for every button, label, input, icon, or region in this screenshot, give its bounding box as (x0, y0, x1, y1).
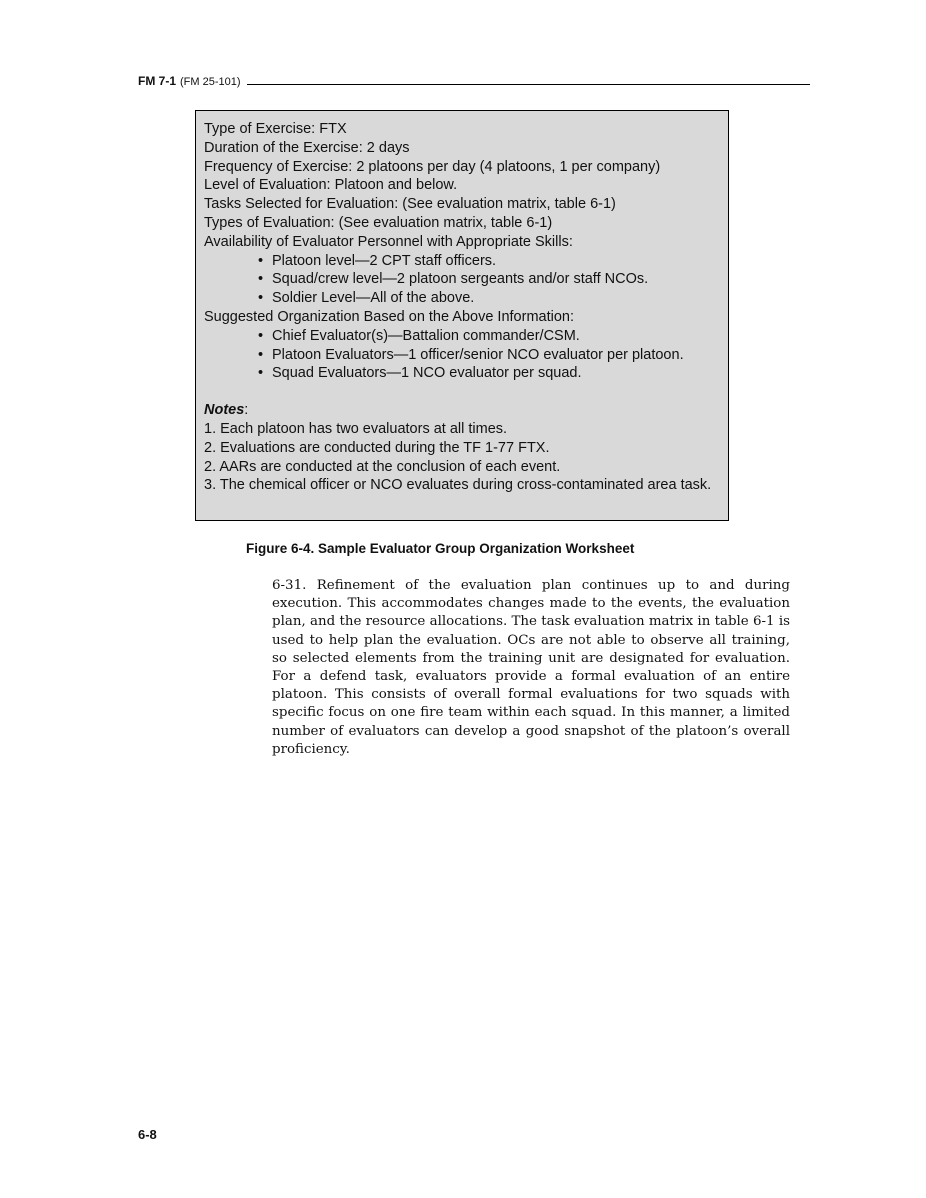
organization-list (204, 327, 720, 383)
tasks-selected-line: Tasks Selected for Evaluation: (See evaluation matrix, table 6-1) (204, 196, 616, 213)
page-number: 6-8 (138, 1127, 157, 1142)
spacer (204, 383, 720, 401)
list-item: • Squad/crew level—2 platoon sergeants and/or staff NCOs. (204, 270, 720, 289)
evaluator-worksheet-box (195, 110, 729, 521)
list-item: • Platoon Evaluators—1 officer/senior NCO evaluator per platoon. (204, 346, 720, 365)
paragraph-6-31: 6-31. Refinement of the evaluation plan continues up to and during execution. This accommodates changes made to the events, the evaluation plan, and the resource allocations. The task evaluation matrix in table 6-1 is used to help plan the evaluation. OCs are not able to observe all training, so selected elements from the training unit are designated for evaluation. For a defend task, evaluators provide a formal evaluation of an entire platoon. This consists of overall formal evaluations for two squads with specific focus on one fire team within each squad. In this manner, a limited number of evaluators can develop a good snapshot of the platoon’s overall proficiency. (272, 578, 790, 757)
notes-label: Notes (204, 402, 245, 419)
header-rule (247, 84, 810, 85)
notes-heading (204, 401, 720, 420)
running-header (138, 74, 810, 88)
note-item: 2. AARs are conducted at the conclusion of each event. (204, 458, 561, 475)
superseded-publication: (FM 25-101) (180, 76, 241, 88)
list-item: • Chief Evaluator(s)—Battalion commander/CSM. (204, 327, 720, 346)
suggested-organization-heading: Suggested Organization Based on the Above Information: (204, 308, 574, 325)
exercise-type-line: Type of Exercise: FTX (204, 121, 347, 137)
exercise-duration-line: Duration of the Exercise: 2 days (204, 139, 410, 156)
note-item: 2. Evaluations are conducted during the TF 1-77 FTX. (204, 439, 550, 456)
publication-number: FM 7-1 (138, 74, 177, 88)
figure-caption: Figure 6-4. Sample Evaluator Group Organization Worksheet (246, 541, 635, 556)
evaluation-types-line: Types of Evaluation: (See evaluation matrix, table 6-1) (204, 214, 553, 231)
evaluation-level-line: Level of Evaluation: Platoon and below. (204, 177, 458, 194)
note-item: 1. Each platoon has two evaluators at all times. (204, 420, 508, 437)
list-item: • Squad Evaluators—1 NCO evaluator per squad. (204, 364, 720, 383)
exercise-frequency-line: Frequency of Exercise: 2 platoons per day (4 platoons, 1 per company) (204, 158, 661, 175)
list-item: • Platoon level—2 CPT staff officers. (204, 252, 720, 271)
evaluator-availability-heading: Availability of Evaluator Personnel with Appropriate Skills: (204, 233, 573, 250)
availability-list (204, 252, 720, 308)
notes-colon: : (244, 402, 249, 419)
note-item: 3. The chemical officer or NCO evaluates during cross-contaminated area task. (204, 477, 712, 494)
list-item: • Soldier Level—All of the above. (204, 289, 720, 308)
